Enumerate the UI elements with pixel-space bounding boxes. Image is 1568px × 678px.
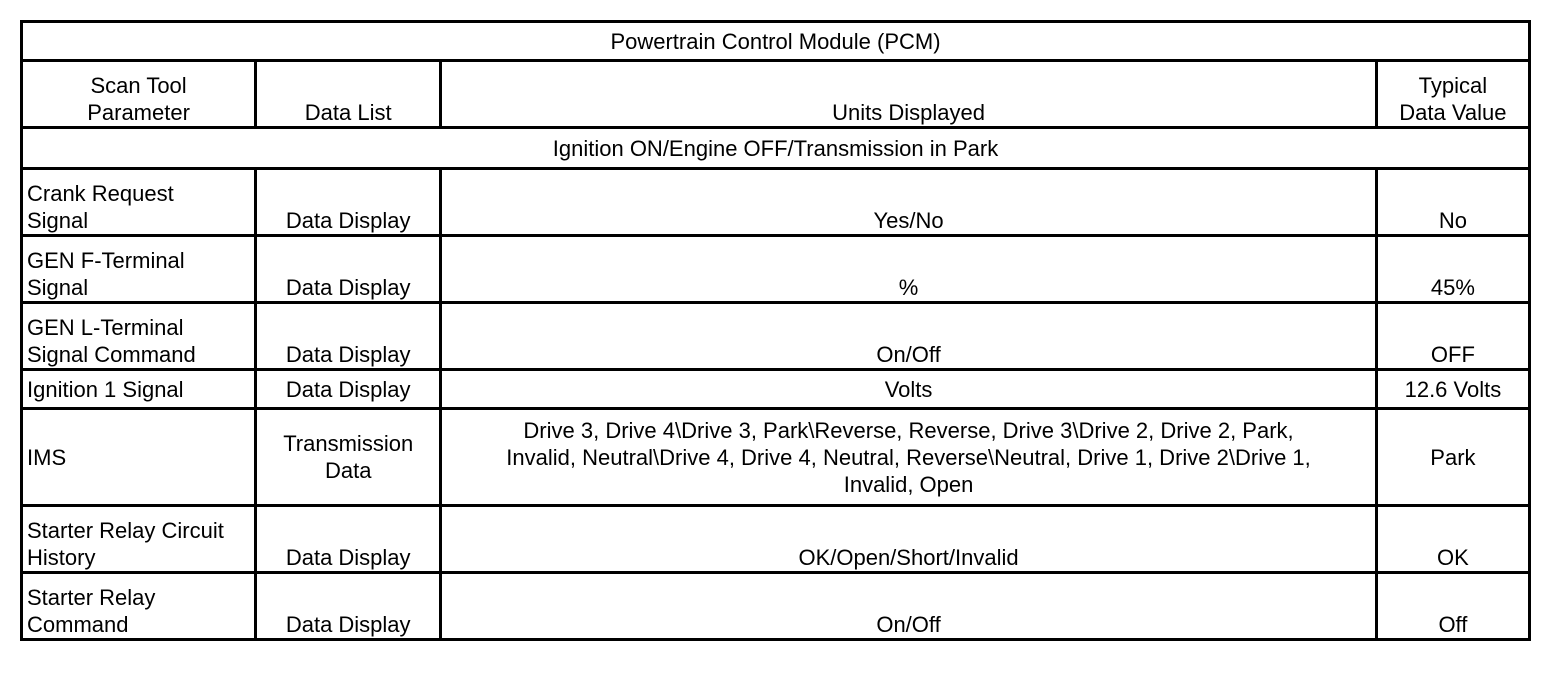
parameter-cell: Starter Relay Command xyxy=(22,573,256,640)
units-cell: Drive 3, Drive 4\Drive 3, Park\Reverse, Reverse, Drive 3\Drive 2, Drive 2, Park, Invalid, Neutral\Drive 4, Drive 4, Neutral, Reverse\Neutral, Drive 1, Drive 2\Drive 1, Invalid, Open xyxy=(441,409,1377,506)
pcm-data-table xyxy=(20,20,1531,641)
table-row xyxy=(22,169,1530,236)
data-list-cell: Data Display xyxy=(256,573,441,640)
section-row xyxy=(22,128,1530,169)
header-data-list: Data List xyxy=(256,61,441,128)
data-list-cell: Data Display xyxy=(256,303,441,370)
table-row xyxy=(22,573,1530,640)
data-list-cell: Data Display xyxy=(256,370,441,409)
typical-value-cell: Park xyxy=(1376,409,1529,506)
data-list-cell: Data Display xyxy=(256,236,441,303)
units-cell: On/Off xyxy=(441,573,1377,640)
typical-value-cell: OFF xyxy=(1376,303,1529,370)
parameter-cell: GEN L-Terminal Signal Command xyxy=(22,303,256,370)
table-title-row xyxy=(22,22,1530,61)
typical-value-cell: Off xyxy=(1376,573,1529,640)
table-row xyxy=(22,506,1530,573)
header-scan-tool-parameter: Scan Tool Parameter xyxy=(22,61,256,128)
header-typical-data-value: Typical Data Value xyxy=(1376,61,1529,128)
typical-value-cell: 12.6 Volts xyxy=(1376,370,1529,409)
typical-value-cell: 45% xyxy=(1376,236,1529,303)
table-row xyxy=(22,303,1530,370)
parameter-cell: Ignition 1 Signal xyxy=(22,370,256,409)
parameter-cell: IMS xyxy=(22,409,256,506)
units-cell: OK/Open/Short/Invalid xyxy=(441,506,1377,573)
section-heading: Ignition ON/Engine OFF/Transmission in Park xyxy=(22,128,1530,169)
units-cell: On/Off xyxy=(441,303,1377,370)
typical-value-cell: No xyxy=(1376,169,1529,236)
data-list-cell: Transmission Data xyxy=(256,409,441,506)
data-list-cell: Data Display xyxy=(256,506,441,573)
units-cell: Yes/No xyxy=(441,169,1377,236)
header-units-displayed: Units Displayed xyxy=(441,61,1377,128)
parameter-cell: Crank Request Signal xyxy=(22,169,256,236)
column-header-row xyxy=(22,61,1530,128)
units-cell: Volts xyxy=(441,370,1377,409)
data-list-cell: Data Display xyxy=(256,169,441,236)
table-row xyxy=(22,236,1530,303)
units-cell: % xyxy=(441,236,1377,303)
parameter-cell: Starter Relay Circuit History xyxy=(22,506,256,573)
table-title: Powertrain Control Module (PCM) xyxy=(22,22,1530,61)
parameter-cell: GEN F-Terminal Signal xyxy=(22,236,256,303)
table-row xyxy=(22,370,1530,409)
typical-value-cell: OK xyxy=(1376,506,1529,573)
table-row xyxy=(22,409,1530,506)
